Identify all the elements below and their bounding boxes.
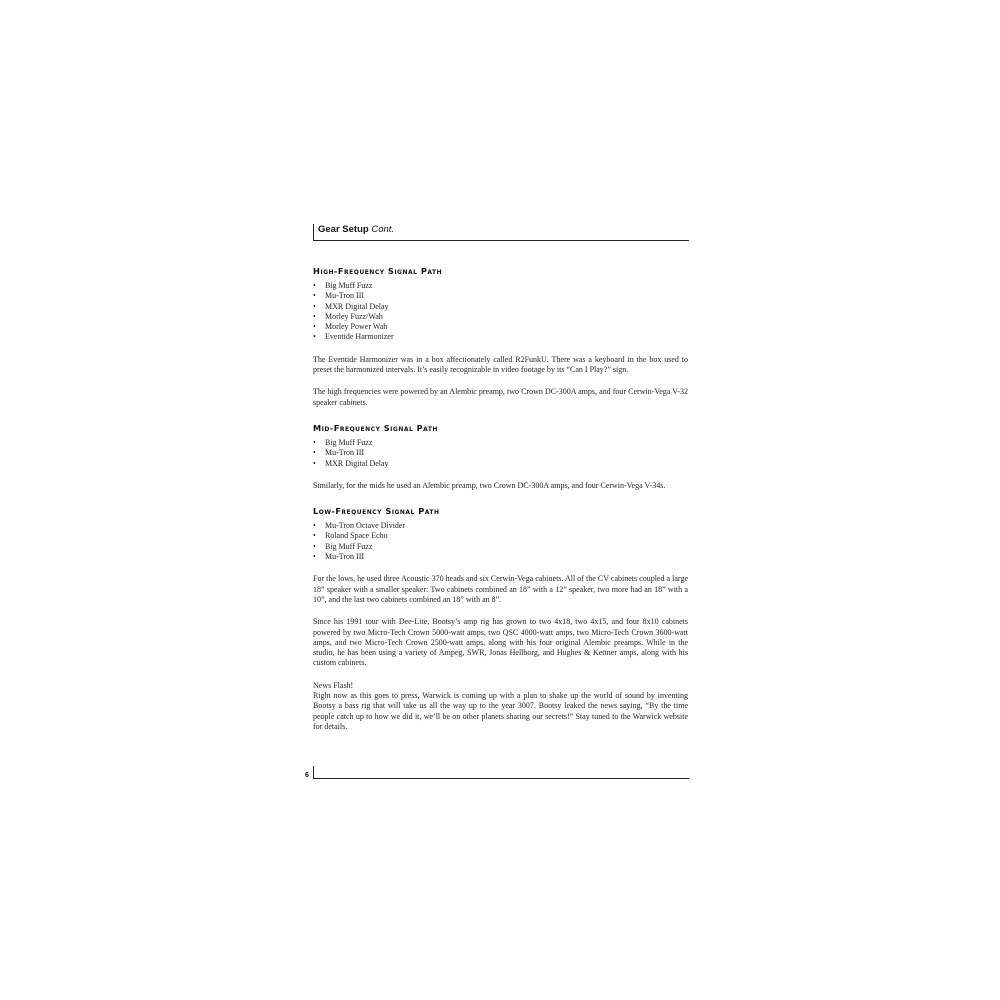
list-item: • Mu-Tron Octave Divider	[313, 521, 406, 531]
header-title: Gear Setup	[318, 224, 369, 235]
list-item: • Morley Fuzz/Wah	[313, 311, 383, 321]
list-item: • Mu-Tron III	[313, 291, 365, 301]
paragraph: The high frequencies were powered by an Alembic preamp, two Crown DC-300A amps, and four Cerwin-Vega V-32 speaker cabinets.	[313, 387, 688, 407]
paragraph: Similarly, for the mids he used an Alembic preamp, two Crown DC-300A amps, and four Cerwin-Vega V-34s.	[313, 480, 666, 490]
header-title-line	[318, 224, 394, 235]
section-heading: Mid-Frequency Signal Path	[313, 422, 438, 433]
section-heading: Low-Frequency Signal Path	[313, 506, 440, 517]
section-heading: High-Frequency Signal Path	[313, 266, 443, 276]
paragraph: The Eventide Harmonizer was in a box affectionately called R2FunkU. There was a keyboard in the box used to preset the harmonized intervals. It’s easily recognizable in video footage by its “Can I Play?” sign.	[313, 354, 688, 375]
list-item: • MXR Digital Delay	[313, 458, 389, 468]
page-header	[313, 224, 689, 241]
header-subtitle: Cont.	[371, 224, 395, 235]
list-item: • Mu-Tron III	[313, 448, 365, 458]
list-item: • Roland Space Echo	[313, 531, 388, 541]
gear-list	[313, 521, 688, 562]
paragraph: Since his 1991 tour with Dee-Lite, Bootsy’s amp rig has grown to two 4x18, two 4x15, and four 8x10 cabinets powered by two Micro-Tech Crown 5000-watt amps, two QSC 4000-watt amps, two Micro-Tech Crown 3600-watt amps, and two Micro-Tech Crown 2500-watt amps, along with his four original Alembic preamps. While in the studio, he has been using a variety of Ampeg, SWR, Jonas Hellborg, and Hughes & Kettner amps, along with his custom cabinets.	[313, 617, 688, 668]
list-item: • Morley Power Wah	[313, 322, 388, 332]
news-paragraph: Right now as this goes to press, Warwick is coming up with a plan to shake up the world of sound by inventing Bootsy a bass rig that will take us all the way up to the year 3007. Bootsy leaked the news saying, “By the time people catch up to how we did it, we’ll be on other planets sharing our secrets!” Stay tuned to the Warwick website for details.	[313, 691, 688, 731]
list-item: • Big Muff Fuzz	[313, 541, 373, 551]
page-number: 6	[305, 772, 309, 779]
list-item: • Eventide Harmonizer	[313, 332, 394, 342]
page-content	[313, 263, 688, 732]
list-item: • Big Muff Fuzz	[313, 437, 373, 447]
gear-list	[313, 281, 688, 343]
list-item: • MXR Digital Delay	[313, 301, 389, 311]
list-item: • Mu-Tron III	[313, 552, 365, 562]
list-item: • Big Muff Fuzz	[313, 281, 373, 290]
gear-list	[313, 438, 688, 469]
news-label: News Flash!	[313, 680, 354, 690]
footer-rule	[313, 766, 689, 779]
paragraph: For the lows, he used three Acoustic 370 heads and six Cerwin-Vega cabinets. All of the CV cabinets coupled a large 18” speaker with a smaller speaker: Two cabinets combined an 18” with a 12” speaker, two more had an 18” with a 10”, and the last two cabinets combined an 18” with an 8”.	[313, 574, 688, 604]
